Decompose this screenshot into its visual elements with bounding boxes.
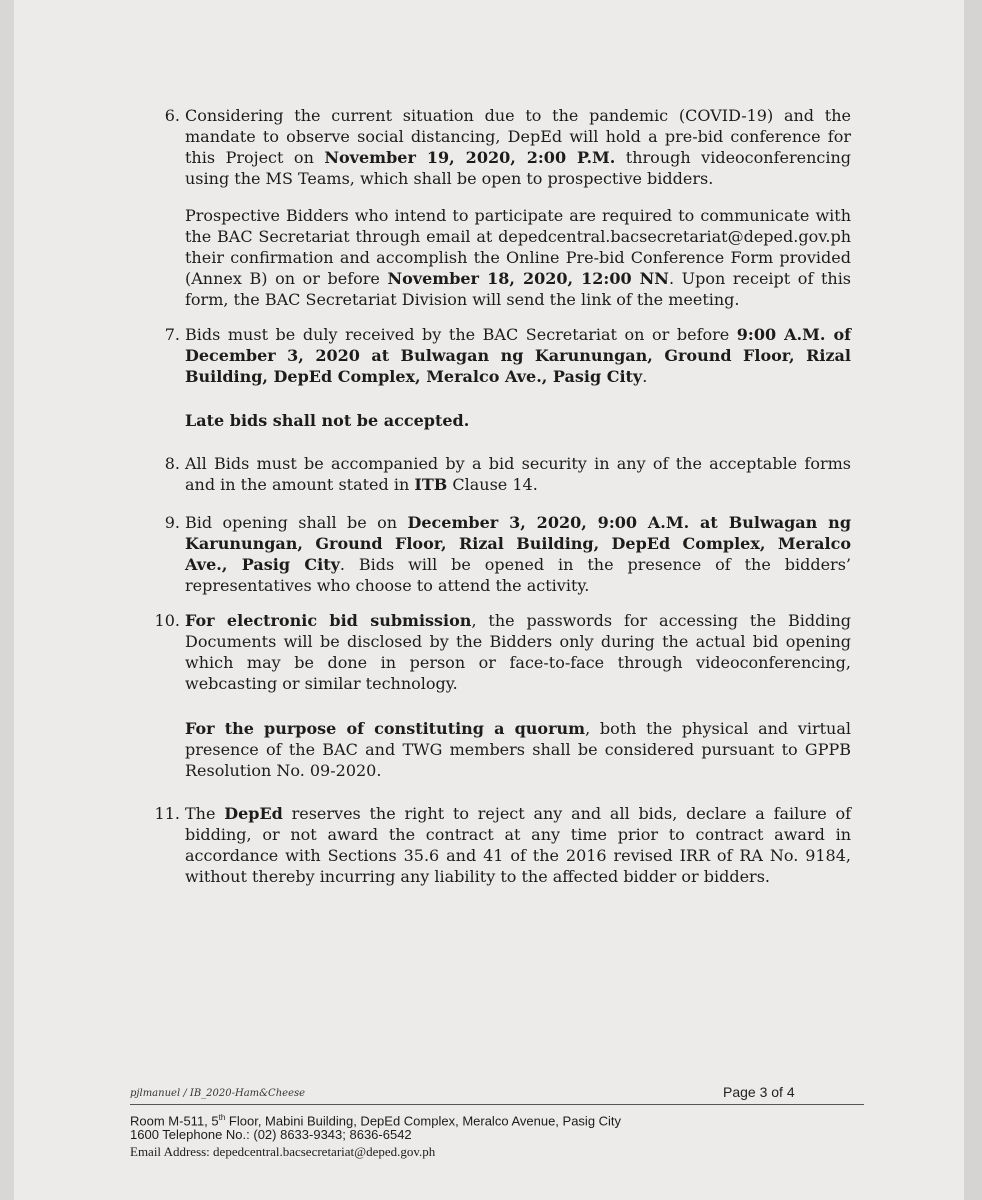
text-run: , both the physical and virtual presence of the BAC and TWG members shall be considered pursuant to GPPB Resolution No. 09-2020. — [185, 719, 852, 780]
bold-text: DepEd — [224, 804, 283, 823]
paragraph — [185, 512, 851, 596]
text-run: Clause 14. — [447, 475, 538, 494]
item-number: 11. — [154, 804, 180, 823]
item-number: 8. — [164, 454, 180, 473]
page-shadow-right — [964, 0, 982, 1200]
page-number: Page 3 of 4 — [723, 1084, 795, 1100]
document-page — [14, 0, 964, 1200]
text-run: Considering the current situation due to the pandemic (COVID-19) and the mandate to observe social distancing, DepEd will hold a pre-bid conference for this Project on — [185, 106, 851, 167]
text-run: Bids must be duly received by the BAC Secretariat on or before — [185, 325, 737, 344]
bold-text: Late bids shall not be accepted. — [185, 411, 470, 430]
paragraph — [185, 803, 851, 887]
text-run: Bid opening shall be on — [185, 513, 408, 532]
paragraph — [185, 610, 851, 694]
text-run: . Upon receipt of this form, the BAC Secretariat Division will send the link of the meeting. — [185, 269, 852, 309]
bold-text: For electronic bid submission — [185, 611, 472, 630]
paragraph — [185, 453, 851, 495]
paragraph — [185, 324, 851, 387]
address-text: Room M-511, 5 — [130, 1113, 219, 1129]
bold-text: December 3, 2020, 9:00 A.M. at Bulwagan ng Karunungan, Ground Floor, Rizal Building, DepEd Complex, Meralco Ave., Pasig City — [185, 513, 852, 574]
text-run: Prospective Bidders who intend to participate are required to communicate with the BAC Secretariat through email at depedcentral.bacsecretariat@deped.gov.ph their confirmation and accomplish the Online Pre-bid Conference Form provided (Annex B) on or before — [185, 206, 851, 288]
paragraph — [185, 205, 851, 310]
text-run: reserves the right to reject any and all bids, declare a failure of bidding, or not award the contract at any time prior to contract award in accordance with Sections 35.6 and 41 of the 2016 revised IRR of RA No. 9184, without thereby incurring any liability to the affected bidder or bidders. — [185, 804, 851, 886]
text-run: , the passwords for accessing the Bidding Documents will be disclosed by the Bidders only during the actual bid opening which may be done in person or face-to-face through videoconferencing, webcasting or similar technology. — [185, 611, 852, 693]
address-superscript: th — [218, 1113, 226, 1122]
bold-text: ITB — [414, 475, 448, 494]
item-number: 9. — [164, 513, 180, 532]
paragraph — [185, 718, 851, 781]
text-run: through videoconferencing using the MS Teams, which shall be open to prospective bidders. — [185, 148, 852, 188]
footer-divider — [130, 1104, 864, 1105]
document-reference: pjlmanuel / IB_2020-Ham&Cheese — [130, 1088, 306, 1099]
paragraph — [185, 410, 851, 431]
footer-telephone: 1600 Telephone No.: (02) 8633-9343; 8636-6542 — [130, 1127, 412, 1142]
text-run: . — [642, 367, 648, 386]
bold-text: November 18, 2020, 12:00 NN — [387, 269, 669, 288]
bold-text: For the purpose of constituting a quorum — [185, 719, 586, 738]
item-number: 10. — [154, 611, 180, 630]
bold-text: 9:00 A.M. of December 3, 2020 at Bulwagan ng Karunungan, Ground Floor, Rizal Building, DepEd Complex, Meralco Ave., Pasig City — [185, 325, 852, 386]
text-run: The — [185, 804, 225, 823]
address-text-rest: Floor, Mabini Building, DepEd Complex, Meralco Avenue, Pasig City — [225, 1113, 622, 1129]
paragraph — [185, 105, 851, 189]
text-run: All Bids must be accompanied by a bid security in any of the acceptable forms and in the amount stated in — [185, 454, 851, 494]
item-number: 7. — [164, 325, 180, 344]
item-number: 6. — [164, 106, 180, 125]
page-shadow-left — [0, 0, 14, 1200]
text-run: . Bids will be opened in the presence of the bidders’ representatives who choose to attend the activity. — [185, 555, 851, 595]
footer-email: Email Address: depedcentral.bacsecretariat@deped.gov.ph — [130, 1144, 436, 1159]
bold-text: November 19, 2020, 2:00 P.M. — [324, 148, 616, 167]
